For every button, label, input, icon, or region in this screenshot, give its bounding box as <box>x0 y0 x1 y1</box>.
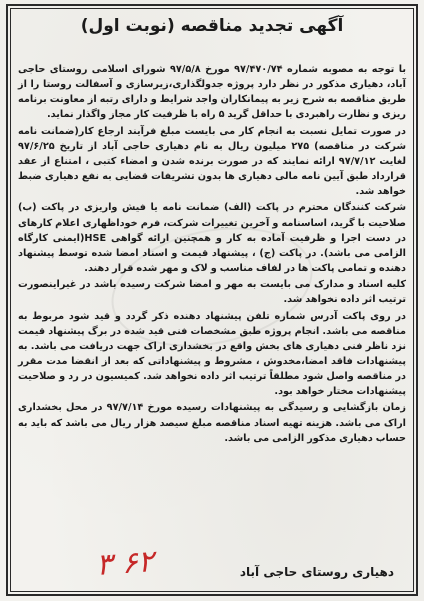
paragraph-opening: زمان بازگشایی و رسیدگی به پیشنهادات رسیده مورخ ۹۷/۷/۱۴ در محل بخشداری اراک می باشد. هزینه تهیه اسناد مناقصه مبلغ سیصد هزار ریال می باشد که باید به حساب دهیاری مذکور الزامی می باشد. <box>18 402 406 444</box>
signature-line: دهیاری روستای حاجی آباد <box>239 565 394 579</box>
paragraph-documents: کلیه اسناد و مدارک می بایست به مهر و امضا شرکت رسیده باشد در غیراینصورت ترتیب اثر داده نخواهد شد. <box>18 279 406 306</box>
paragraph-guarantee: در صورت تمایل نسبت به انجام کار می بایست مبلغ فرآیند ارجاع کار(ضمانت نامه شرکت در مناقصه) ۲۷۵ میلیون ریال به نام دهیاری حاجی آباد از تاریخ ۹۷/۶/۲۵ لغایت ۹۷/۷/۱۲ ارائه نمایند که در صورت برنده شدن و امضاء کتبی ، امتناع از عقد قرارداد طبق آیین نامه مالی دهیاری ها بدون تشریفات قضایی به نفع دهیاری ضبط خواهد شد. <box>18 125 407 198</box>
paragraph-conditions: در روی پاکت آدرس شماره تلفن پیشنهاد دهنده ذکر گردد و قید شود مربوط به مناقصه می باشد. انجام پروژه طبق مشخصات فنی قید شده در برگ پیشنهاد قیمت نزد ناظر فنی دهیاری های بخش واقع در بخشداری اراک جهت دریافت می باشد. به پیشنهادات فاقد امضا،مخدوش ، مشروط و پیشنهاداتی که بعد از انقضا مدت مقرر در مناقصه واصل شود مطلقاً ترتیب اثر داده نخواهد شد. کمیسیون در رد و صلاحیت پیشنهادات مختار خواهد بود. <box>18 310 406 398</box>
paragraph-intro: با توجه به مصوبه شماره ۹۷/۴۷۰/۷۴ مورخ ۹۷/۵/۸ شورای اسلامی روستای حاجی آباد، دهیاری مذکور در نظر دارد پروژه جدولگذاری،زیرسازی و آسفالت روستا را از طریق مناقصه به شرح زیر به پیمانکاران واجد شرایط و دارای رتبه از معاونت برنامه ریزی و نظارت راهبردی با حداقل گرید ۵ راه با ظرفیت کار مجاز واگذار نماید. <box>18 64 406 121</box>
handwritten-reference: ۳ ۶۲ <box>94 544 156 583</box>
paragraph-envelopes: شرکت کنندگان محترم در پاکت (الف) ضمانت نامه یا فیش واریزی در پاکت (ب) صلاحیت با گرید، اساسنامه و آخرین تغییرات شرکت، فرم خوداظهاری اعلام کارهای در دست اجرا و ظرفیت آماده به کار و همچنین ارائه گواهی HSE(ایمنی کارگاه الزامی می باشد). در پاکت (ج) ، پیشنهاد قیمت و اسناد امضا شده توسط پیشنهاد دهنده و تمامی پاکت ها در لفاف مناسب و لاک و مهر شده قرار دهند. <box>18 202 406 275</box>
notice-body <box>18 62 406 447</box>
notice-title: آگهی تجدید مناقصه (نوبت اول) <box>80 16 344 36</box>
